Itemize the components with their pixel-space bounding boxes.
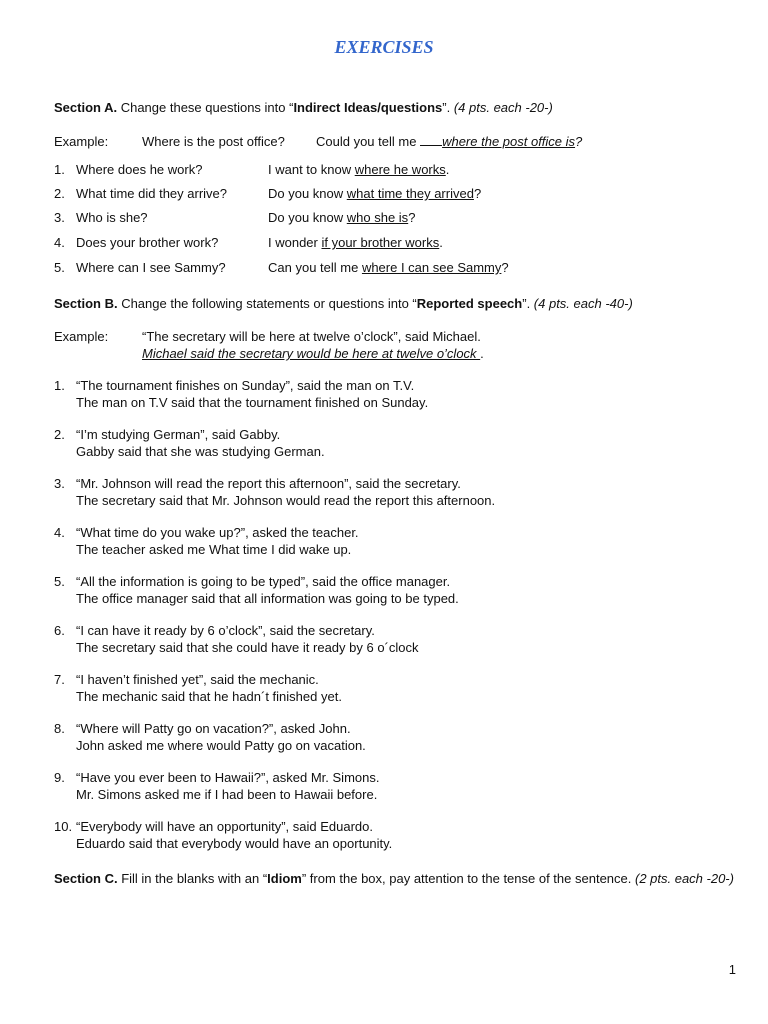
section-b-instruction-bold: Reported speech xyxy=(416,296,523,311)
section-b-instruction-post: ”. xyxy=(522,296,534,311)
section-a-item xyxy=(54,162,744,178)
example-question: Where is the post office? xyxy=(142,134,285,149)
item-number: 4. xyxy=(54,235,65,250)
item-number: 3. xyxy=(54,476,65,491)
example-suffix: ? xyxy=(575,134,583,149)
item-quote: “Mr. Johnson will read the report this afternoon”, said the secretary. xyxy=(76,476,461,491)
example-prefix: Could you tell me xyxy=(316,134,417,149)
item-number: 8. xyxy=(54,721,65,736)
section-c-points: (2 pts. each -20-) xyxy=(634,871,734,886)
section-a-item xyxy=(54,235,744,251)
item-question: Who is she? xyxy=(76,210,148,225)
item-number: 1. xyxy=(54,378,65,393)
item-question: Does your brother work? xyxy=(76,235,219,250)
item-answer: The office manager said that all information was going to be typed. xyxy=(76,591,459,606)
item-quote: “Everybody will have an opportunity”, said Eduardo. xyxy=(76,819,373,834)
item-answer: Gabby said that she was studying German. xyxy=(76,444,325,459)
section-a-instruction-bold: Indirect Ideas/questions xyxy=(293,100,443,115)
item-answer-line xyxy=(268,162,449,177)
item-number: 5. xyxy=(54,574,65,589)
item-answer: where he works xyxy=(354,162,446,177)
item-prefix: Can you tell me xyxy=(268,260,362,275)
item-question: What time did they arrive? xyxy=(76,186,228,201)
item-number: 2. xyxy=(54,186,65,201)
section-c-label: Section C. xyxy=(54,871,118,886)
item-suffix: . xyxy=(445,162,450,177)
section-a-item xyxy=(54,210,744,226)
item-answer: who she is xyxy=(346,210,409,225)
item-answer: Mr. Simons asked me if I had been to Hawaii before. xyxy=(76,787,378,802)
item-answer: The secretary said that she could have it ready by 6 o´clock xyxy=(76,640,419,655)
item-quote: “I can have it ready by 6 o’clock”, said the secretary. xyxy=(76,623,375,638)
item-answer: John asked me where would Patty go on vacation. xyxy=(76,738,366,753)
item-number: 7. xyxy=(54,672,65,687)
item-answer: if your brother works xyxy=(321,235,440,250)
section-c-instruction-pre: Fill in the blanks with an “ xyxy=(117,871,268,886)
example-quote: “The secretary will be here at twelve o’clock”, said Michael. xyxy=(142,329,481,344)
section-a-instruction-pre: Change these questions into “ xyxy=(117,100,294,115)
section-c-instruction-bold: Idiom xyxy=(267,871,302,886)
section-a-item xyxy=(54,260,744,276)
item-prefix: I want to know xyxy=(268,162,355,177)
item-quote: “The tournament finishes on Sunday”, said the man on T.V. xyxy=(76,378,415,393)
example-label: Example: xyxy=(54,329,109,344)
item-number: 1. xyxy=(54,162,65,177)
item-answer: The man on T.V said that the tournament finished on Sunday. xyxy=(76,395,429,410)
example-answer-line xyxy=(316,134,582,149)
item-quote: “What time do you wake up?”, asked the teacher. xyxy=(76,525,359,540)
section-b-instruction-pre: Change the following statements or questions into “ xyxy=(117,296,417,311)
section-c-heading xyxy=(54,870,744,887)
section-a-label: Section A. xyxy=(54,100,118,115)
section-b-label: Section B. xyxy=(54,296,118,311)
item-answer-line xyxy=(268,186,481,201)
example-suffix: . xyxy=(480,346,484,361)
item-number: 9. xyxy=(54,770,65,785)
item-prefix: Do you know xyxy=(268,210,347,225)
item-answer: Eduardo said that everybody would have an oportunity. xyxy=(76,836,393,851)
section-a-heading xyxy=(54,100,553,115)
item-quote: “Where will Patty go on vacation?”, asked John. xyxy=(76,721,351,736)
section-b-points: (4 pts. each -40-) xyxy=(533,296,633,311)
item-number: 3. xyxy=(54,210,65,225)
section-c-instruction-post: ” from the box, pay attention to the tense of the sentence. xyxy=(301,871,635,886)
item-number: 2. xyxy=(54,427,65,442)
section-a-item xyxy=(54,186,744,202)
item-answer-line xyxy=(268,235,443,250)
section-a-instruction-post: ”. xyxy=(442,100,454,115)
item-quote: “Have you ever been to Hawaii?”, asked Mr. Simons. xyxy=(76,770,380,785)
item-suffix: ? xyxy=(501,260,509,275)
item-answer: where I can see Sammy xyxy=(361,260,502,275)
item-prefix: Do you know xyxy=(268,186,347,201)
item-prefix: I wonder xyxy=(268,235,322,250)
section-a-points: (4 pts. each -20-) xyxy=(453,100,553,115)
example-label: Example: xyxy=(54,134,109,149)
item-suffix: ? xyxy=(408,210,416,225)
item-suffix: ? xyxy=(473,186,482,201)
example-answer: where the post office is xyxy=(442,134,576,149)
item-quote: “I’m studying German”, said Gabby. xyxy=(76,427,281,442)
item-number: 4. xyxy=(54,525,65,540)
item-question: Where does he work? xyxy=(76,162,203,177)
item-answer: The teacher asked me What time I did wake up. xyxy=(76,542,352,557)
section-b-heading xyxy=(54,296,633,311)
item-answer-line xyxy=(268,210,415,225)
item-answer: The secretary said that Mr. Johnson would read the report this afternoon. xyxy=(76,493,496,508)
example-answer-line xyxy=(142,346,484,361)
item-answer: what time they arrived xyxy=(346,186,474,201)
item-quote: “All the information is going to be typed”, said the office manager. xyxy=(76,574,451,589)
item-number: 10. xyxy=(54,819,73,834)
example-answer: Michael said the secretary would be here at twelve o’clock xyxy=(142,346,481,361)
item-answer-line xyxy=(268,260,509,275)
item-quote: “I haven’t finished yet”, said the mechanic. xyxy=(76,672,319,687)
item-suffix: . xyxy=(439,235,443,250)
section-a-example xyxy=(54,134,744,150)
item-question: Where can I see Sammy? xyxy=(76,260,226,275)
item-answer: The mechanic said that he hadn´t finished yet. xyxy=(76,689,342,704)
item-number: 6. xyxy=(54,623,65,638)
example-blank xyxy=(420,144,442,146)
page-title: EXERCISES xyxy=(334,37,434,57)
section-b-example xyxy=(54,329,744,363)
page-number: 1 xyxy=(728,962,736,977)
item-number: 5. xyxy=(54,260,65,275)
